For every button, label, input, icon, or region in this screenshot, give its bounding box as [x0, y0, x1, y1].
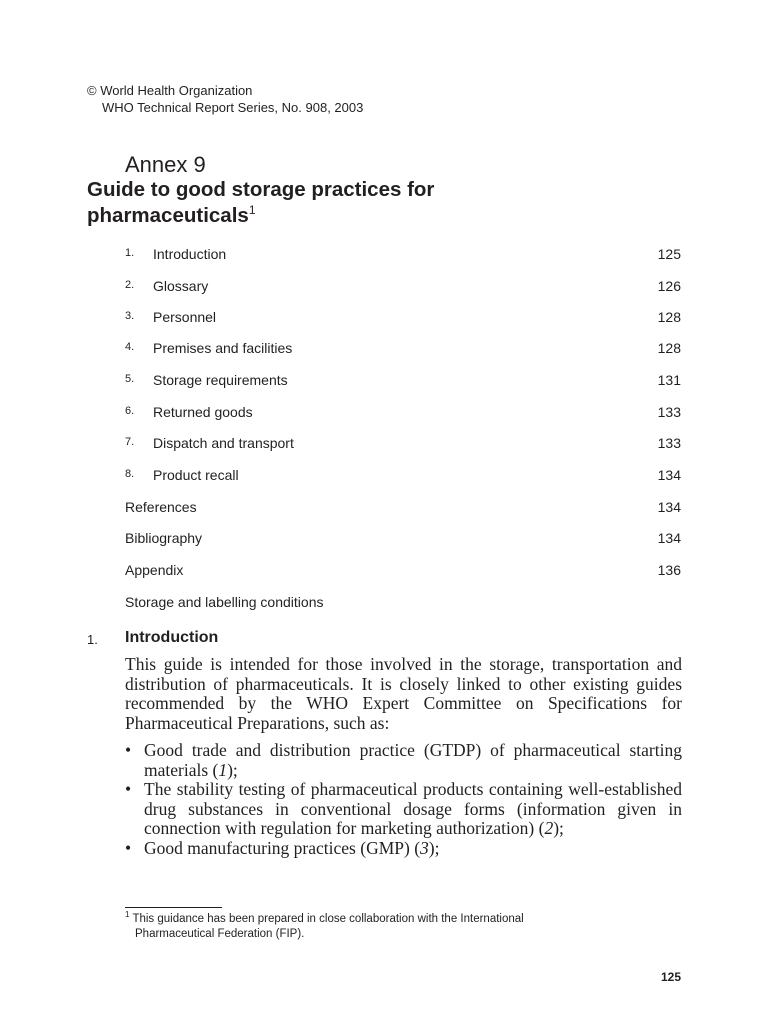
toc-entry-label: Premises and facilities	[153, 340, 293, 356]
copyright-line: © World Health Organization	[87, 83, 253, 98]
bullet-glyph: •	[125, 837, 132, 858]
toc-entry[interactable]	[0, 246, 768, 266]
toc-entry-label: Product recall	[153, 467, 239, 483]
bullet-glyph: •	[125, 740, 132, 760]
list-item-text: Good trade and distribution practice (GTDP) of pharmaceutical starting materials (	[144, 740, 682, 780]
toc-entry-number: 6.	[125, 405, 135, 417]
toc-entry-number: 7.	[125, 436, 135, 448]
toc-entry-label: Storage requirements	[153, 372, 288, 388]
list-item-text: The stability testing of pharmaceutical products containing well-established drug substances in conventional dosage forms (information given in connection with regulation for marketing authorization) (	[144, 779, 682, 838]
toc-entry[interactable]	[0, 594, 768, 614]
page-number: 125	[660, 970, 681, 984]
toc-entry-label: Introduction	[153, 246, 227, 262]
reference-number[interactable]: 3	[420, 837, 429, 858]
toc-entry-page: 125	[657, 246, 681, 262]
section-title: Introduction	[125, 629, 219, 646]
toc-entry-page: 128	[657, 340, 681, 356]
toc-entry-label: Bibliography	[125, 530, 203, 546]
footnote-text-1: This guidance has been prepared in close collaboration with the International	[132, 913, 524, 925]
footnote	[125, 912, 665, 942]
toc-entry-number: 1.	[125, 247, 135, 259]
footnote-line-2: Pharmaceutical Federation (FIP).	[135, 928, 305, 940]
toc-entry-number: 2.	[125, 279, 135, 291]
title-footnote-ref[interactable]: 1	[248, 203, 256, 218]
toc-entry[interactable]	[0, 467, 768, 487]
page-title	[87, 177, 434, 229]
toc-entry-label: Returned goods	[153, 404, 253, 420]
toc-entry-number: 5.	[125, 373, 135, 385]
toc-entry[interactable]	[0, 309, 768, 329]
toc-entry-number: 4.	[125, 341, 135, 353]
title-line-1: Guide to good storage practices for	[87, 178, 435, 201]
toc-entry[interactable]	[0, 278, 768, 298]
toc-entry-page: 134	[657, 467, 681, 483]
section-number: 1.	[87, 632, 98, 647]
toc-entry-page: 126	[657, 278, 681, 294]
series-line: WHO Technical Report Series, No. 908, 2003	[102, 100, 364, 115]
toc-entry[interactable]	[0, 499, 768, 519]
list-item	[125, 839, 682, 859]
toc-entry-label: Personnel	[153, 309, 217, 325]
footnote-marker: 1	[125, 910, 130, 920]
list-item-end: );	[227, 759, 238, 780]
toc-entry[interactable]	[0, 372, 768, 392]
intro-paragraph: This guide is intended for those involved in the storage, transportation and distribution of pharmaceuticals. It is closely linked to other existing guides recommended by the WHO Expert Committee on Specifications for Pharmaceutical Preparations, such as:	[125, 654, 682, 733]
annex-label: Annex 9	[125, 152, 206, 177]
toc-entry-label: Appendix	[125, 562, 184, 578]
toc-entry[interactable]	[0, 404, 768, 424]
toc-entry-label: Storage and labelling conditions	[125, 594, 324, 610]
title-line-2	[87, 203, 434, 229]
reference-number[interactable]: 2	[544, 818, 554, 838]
reference-number[interactable]: 1	[218, 759, 228, 780]
toc-entry-page: 128	[657, 309, 681, 325]
guide-list	[125, 741, 682, 858]
toc-entry[interactable]	[0, 340, 768, 360]
title-line-2-text: pharmaceuticals	[87, 204, 249, 227]
footnote-rule	[125, 907, 222, 908]
toc-entry-label: Glossary	[153, 278, 209, 294]
report-header	[87, 82, 363, 116]
list-item	[125, 741, 682, 780]
bullet-glyph: •	[125, 779, 132, 799]
toc-entry-page: 133	[657, 435, 681, 451]
toc-entry[interactable]	[0, 530, 768, 550]
toc-entry-label: References	[125, 499, 197, 515]
toc-entry-label: Dispatch and transport	[153, 435, 294, 451]
toc-entry[interactable]	[0, 435, 768, 455]
toc-entry-number: 3.	[125, 310, 135, 322]
toc-entry-page: 134	[657, 530, 681, 546]
footnote-line-1	[125, 912, 665, 927]
list-item-text: Good manufacturing practices (GMP) (	[144, 837, 421, 858]
list-item	[125, 780, 682, 839]
toc-entry-page: 133	[657, 404, 681, 420]
list-item-end: );	[428, 837, 440, 858]
toc-entry-number: 8.	[125, 468, 135, 480]
list-item-end: );	[553, 818, 564, 838]
toc-entry-page: 136	[657, 562, 681, 578]
toc-entry-page: 131	[657, 372, 681, 388]
toc-entry-page: 134	[657, 499, 681, 515]
toc-entry[interactable]	[0, 562, 768, 582]
